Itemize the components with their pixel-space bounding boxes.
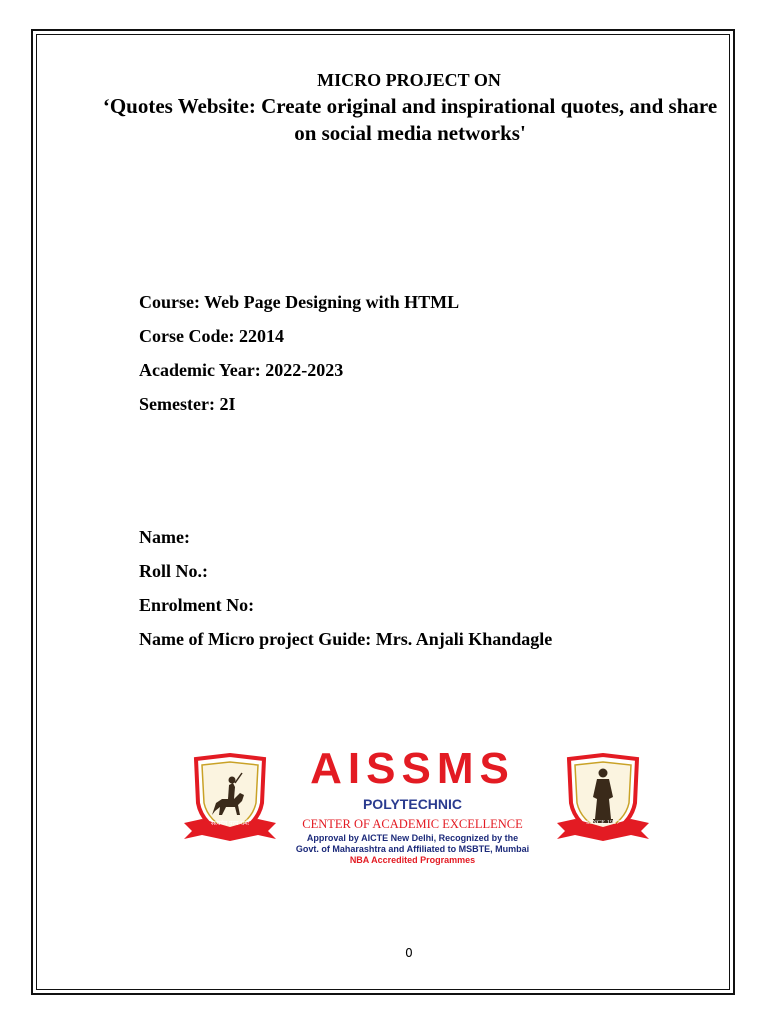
student-info-block: [139, 525, 552, 661]
project-title: ‘Quotes Website: Create original and inspirational quotes, and share on social media networks': [102, 94, 718, 145]
nba-line: NBA Accredited Programmes: [349, 855, 476, 865]
brand-block: [290, 745, 535, 866]
semester-line: Semester: 2I: [139, 394, 236, 414]
left-crest-banner-text: सत्यमेव परम धर्मः: [211, 820, 249, 827]
guide-line: Name of Micro project Guide: Mrs. Anjali Khandagle: [139, 629, 553, 649]
brand-tagline: CENTER OF ACADEMIC EXCELLENCE: [302, 817, 523, 831]
name-line: Name:: [139, 527, 190, 547]
course-code-line: Corse Code: 22014: [139, 326, 284, 346]
course-info-block: [139, 290, 459, 426]
right-crest-icon: [555, 753, 651, 845]
institute-logo: [180, 745, 650, 875]
course-line: Course: Web Page Designing with HTML: [139, 292, 460, 312]
brand-subtitle: POLYTECHNIC: [362, 796, 463, 812]
brand-name: AISSMS: [310, 744, 515, 793]
enrolment-no-line: Enrolment No:: [139, 595, 255, 615]
micro-project-label: MICRO PROJECT ON: [317, 70, 501, 90]
approval-line-1: Approval by AICTE New Delhi, Recognized by the: [306, 833, 519, 843]
roll-no-line: Roll No.:: [139, 561, 208, 581]
page-number: 0: [405, 946, 413, 960]
academic-year-line: Academic Year: 2022-2023: [139, 360, 344, 380]
approval-line-2: Govt. of Maharashtra and Affiliated to MSBTE, Mumbai: [295, 844, 530, 854]
left-crest-icon: [182, 753, 278, 845]
right-crest-banner-text: SINCE 1917: [586, 819, 620, 826]
